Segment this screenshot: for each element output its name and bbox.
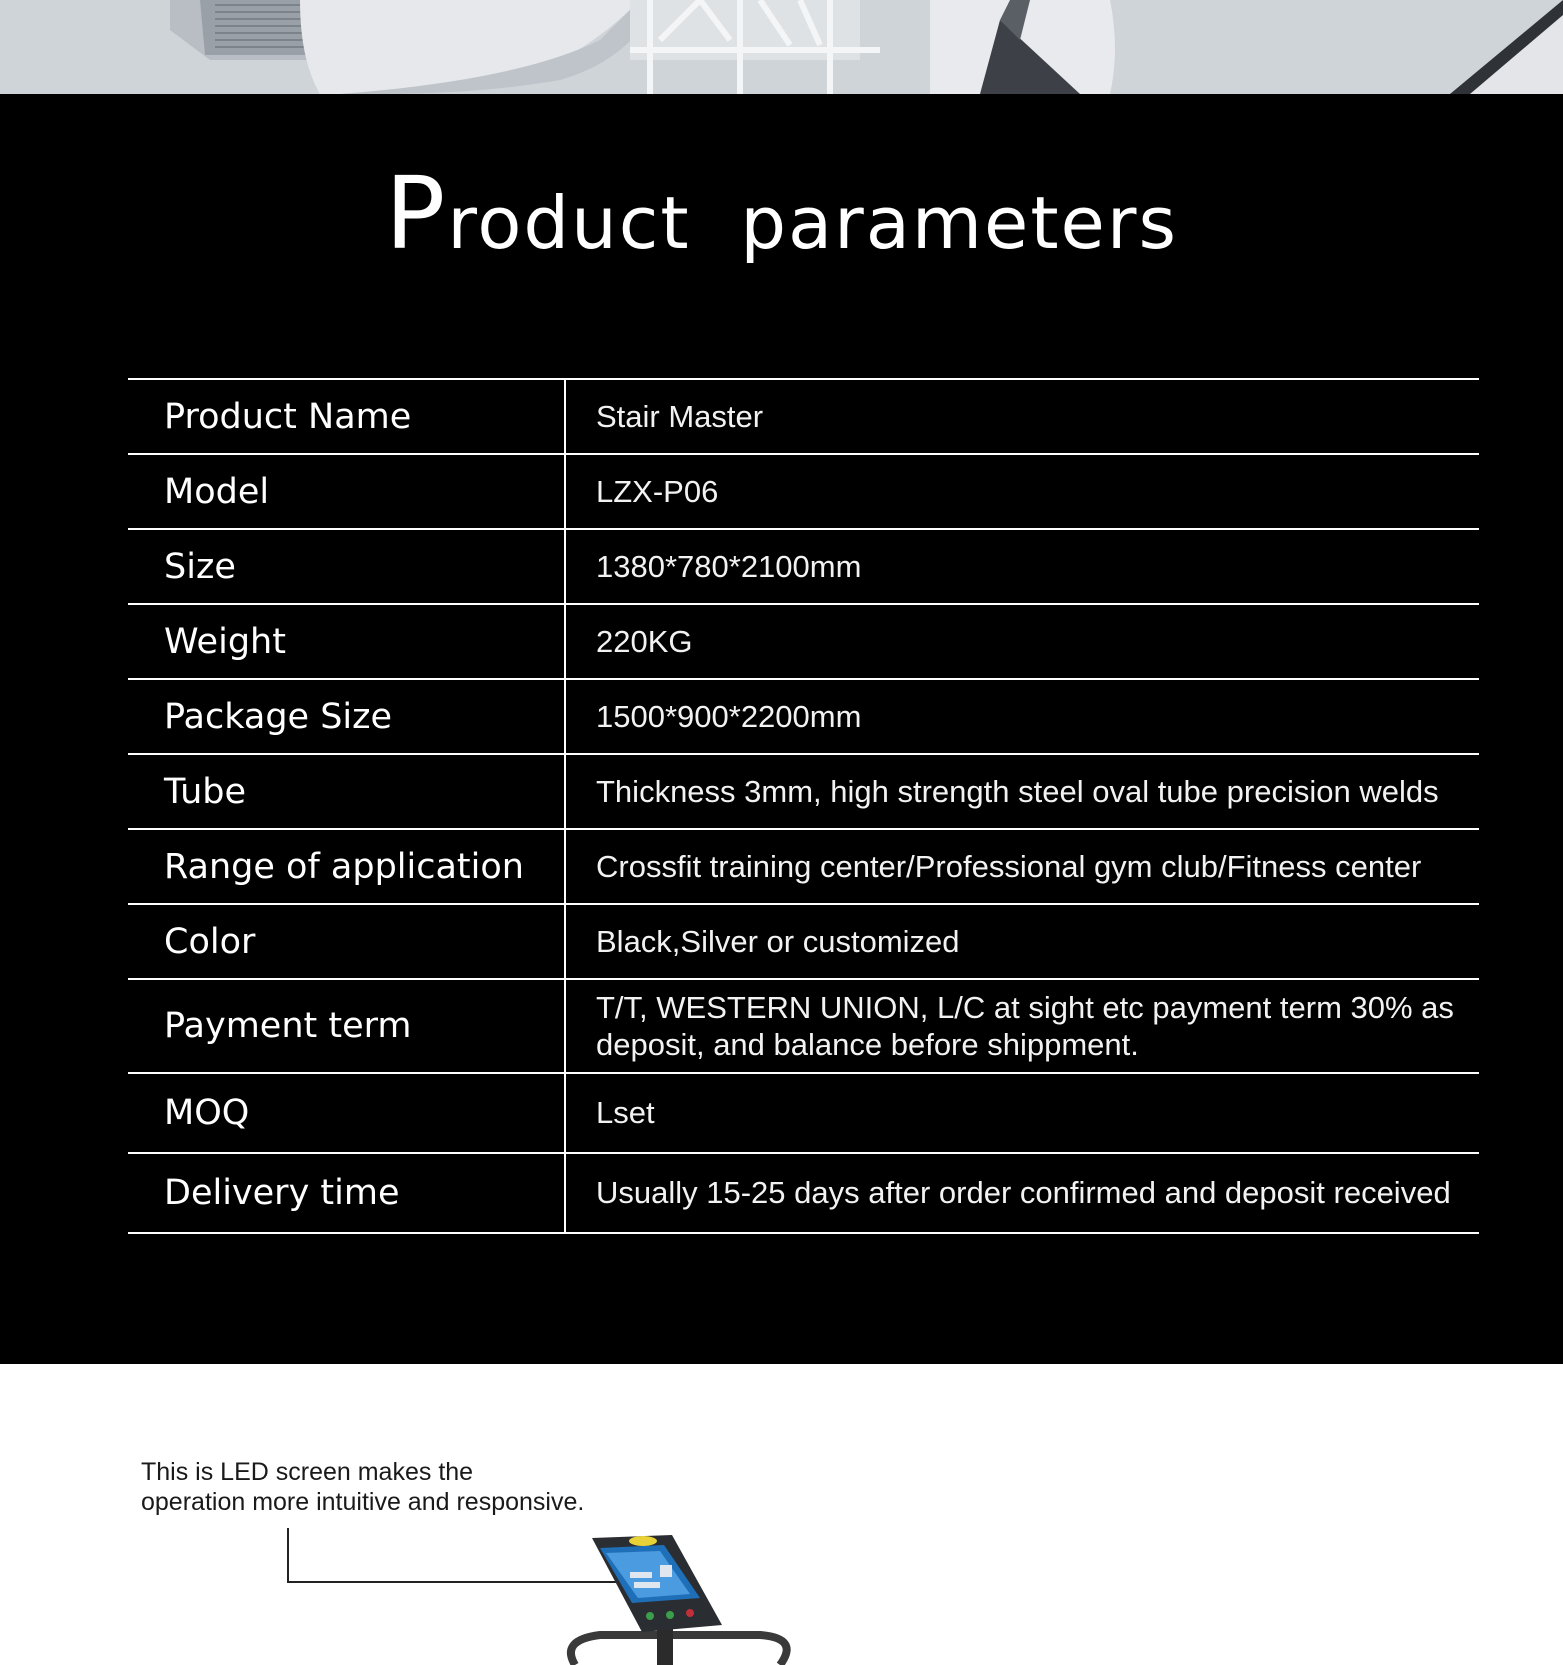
spec-row-color [128, 904, 1479, 979]
spec-row-delivery-time [128, 1153, 1479, 1233]
product-parameters-section [0, 94, 1563, 1364]
spec-label: Model [128, 454, 565, 529]
spec-label: Tube [128, 754, 565, 829]
section-title-initial: P [385, 155, 448, 272]
console-housing [592, 1535, 722, 1632]
led-note-line-1: This is LED screen makes the [141, 1458, 474, 1486]
spec-row-size [128, 529, 1479, 604]
spec-value: Usually 15-25 days after order confirmed and deposit received [565, 1153, 1479, 1233]
spec-row-model [128, 454, 1479, 529]
spec-label: Color [128, 904, 565, 979]
spec-label: Size [128, 529, 565, 604]
spec-value: T/T, WESTERN UNION, L/C at sight etc payment term 30% as deposit, and balance before shippment. [565, 979, 1479, 1073]
spec-row-range-of-application [128, 829, 1479, 904]
led-note-line-2: operation more intuitive and responsive. [141, 1488, 585, 1516]
spec-label: Package Size [128, 679, 565, 754]
spec-value: 1380*780*2100mm [565, 529, 1479, 604]
spec-row-tube [128, 754, 1479, 829]
console-top-button [629, 1536, 657, 1546]
spec-label: Product Name [128, 379, 565, 454]
spec-value: Black,Silver or customized [565, 904, 1479, 979]
spec-label: Weight [128, 604, 565, 679]
stair-master-machine-image [0, 0, 1563, 94]
section-title [0, 155, 1563, 272]
product-photo-strip [0, 0, 1563, 94]
spec-value: LZX-P06 [565, 454, 1479, 529]
led-screen [600, 1545, 700, 1603]
spec-row-weight [128, 604, 1479, 679]
spec-value: Crossfit training center/Professional gym club/Fitness center [565, 829, 1479, 904]
spec-table [128, 378, 1479, 1234]
spec-row-product-name [128, 379, 1479, 454]
led-screen-note [141, 1457, 661, 1517]
spec-label: Range of application [128, 829, 565, 904]
spec-value: Stair Master [565, 379, 1479, 454]
section-title-rest: roduct parameters [447, 181, 1178, 265]
spec-value: Thickness 3mm, high strength steel oval tube precision welds [565, 754, 1479, 829]
console-post [657, 1600, 673, 1665]
spec-value: Lset [565, 1073, 1479, 1153]
spec-value: 1500*900*2200mm [565, 679, 1479, 754]
spec-value: 220KG [565, 604, 1479, 679]
handlebar [571, 1635, 787, 1665]
spec-label: MOQ [128, 1073, 565, 1153]
spec-row-moq [128, 1073, 1479, 1153]
spec-row-package-size [128, 679, 1479, 754]
callout-line [288, 1528, 620, 1582]
spec-row-payment-term [128, 979, 1479, 1073]
spec-label: Payment term [128, 979, 565, 1073]
spec-label: Delivery time [128, 1153, 565, 1233]
